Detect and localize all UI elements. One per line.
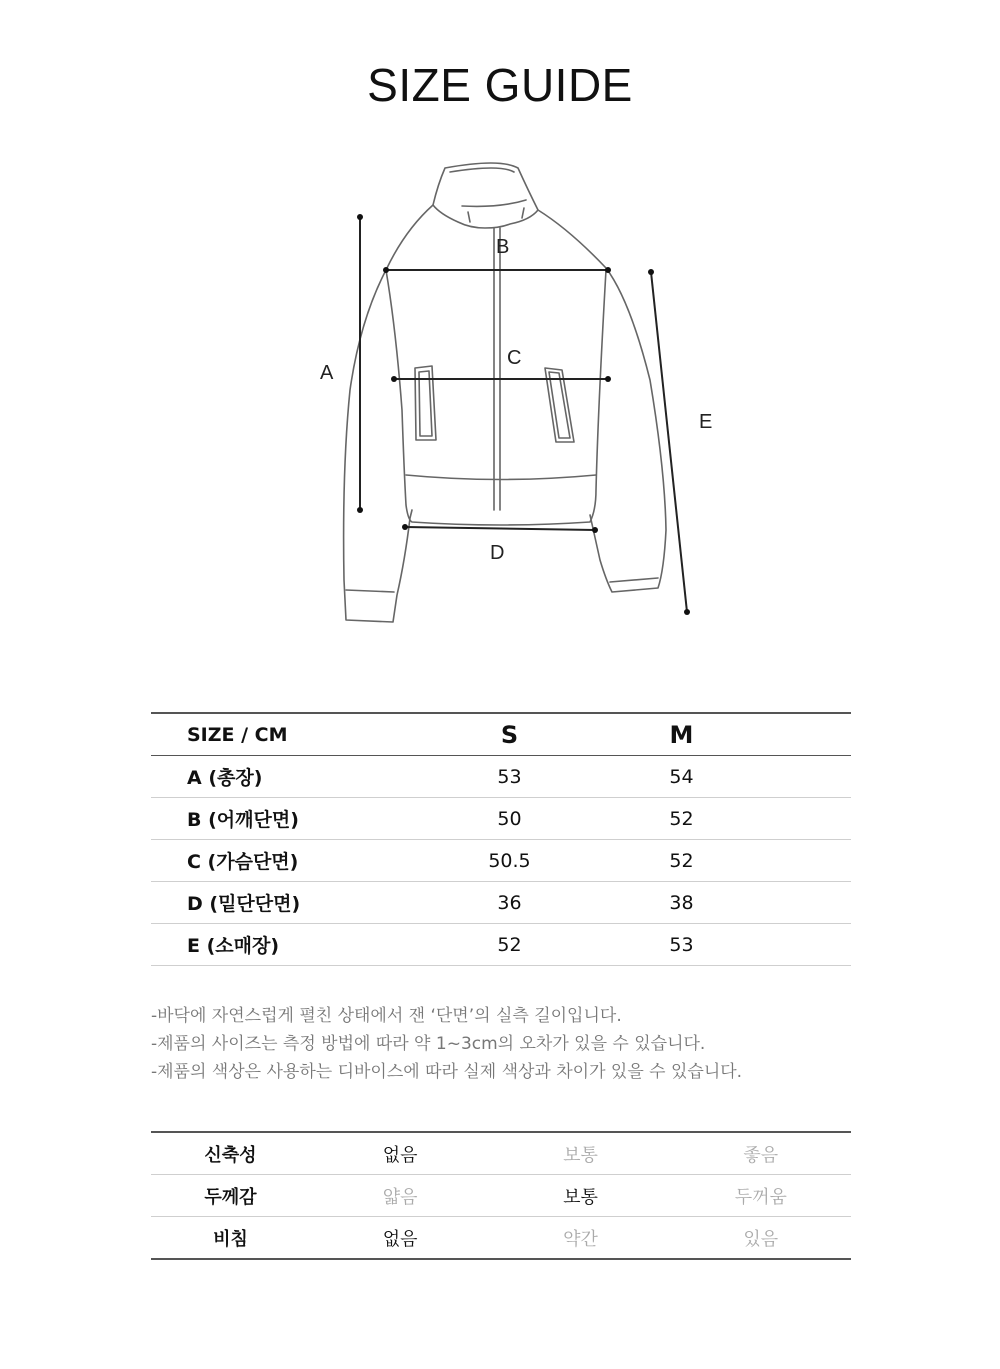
cell-s: 50.5 xyxy=(427,840,592,882)
cell-m: 52 xyxy=(592,840,851,882)
measurement-notes xyxy=(151,1002,742,1086)
table-row xyxy=(151,924,851,966)
cell-m: 52 xyxy=(592,798,851,840)
option-cell: 보통 xyxy=(490,1132,670,1175)
note-line: -바닥에 자연스럽게 펼친 상태에서 잰 ‘단면’의 실측 길이입니다. xyxy=(151,1006,622,1026)
cell-m: 38 xyxy=(592,882,851,924)
page-title: SIZE GUIDE xyxy=(367,59,633,111)
jacket-diagram xyxy=(300,150,720,640)
row-label: 신축성 xyxy=(151,1132,310,1175)
row-label: 비침 xyxy=(151,1217,310,1260)
row-label: C (가슴단면) xyxy=(151,840,427,882)
label-e: E xyxy=(699,411,713,433)
cell-m: 54 xyxy=(592,756,851,798)
cell-s: 36 xyxy=(427,882,592,924)
header-m: M xyxy=(592,713,851,756)
hoodie-jacket-illustration xyxy=(300,150,720,640)
table-row xyxy=(151,1217,851,1260)
cell-m: 53 xyxy=(592,924,851,966)
header-size-cm: SIZE / CM xyxy=(151,713,427,756)
table-row xyxy=(151,1175,851,1217)
cell-s: 52 xyxy=(427,924,592,966)
label-b: B xyxy=(496,236,510,258)
option-cell: 있음 xyxy=(671,1217,851,1260)
label-a: A xyxy=(320,362,334,384)
label-d: D xyxy=(490,542,505,564)
fabric-property-table xyxy=(151,1131,851,1260)
row-label: B (어깨단면) xyxy=(151,798,427,840)
option-cell: 얇음 xyxy=(310,1175,490,1217)
label-c: C xyxy=(507,347,522,369)
row-label: E (소매장) xyxy=(151,924,427,966)
row-label: 두께감 xyxy=(151,1175,310,1217)
cell-s: 50 xyxy=(427,798,592,840)
option-cell: 좋음 xyxy=(671,1132,851,1175)
option-cell-selected: 보통 xyxy=(490,1175,670,1217)
table-row xyxy=(151,1132,851,1175)
table-row xyxy=(151,840,851,882)
cell-s: 53 xyxy=(427,756,592,798)
table-row xyxy=(151,882,851,924)
size-table-header xyxy=(151,713,851,756)
option-cell-selected: 없음 xyxy=(310,1132,490,1175)
table-row xyxy=(151,756,851,798)
note-line: -제품의 색상은 사용하는 디바이스에 따라 실제 색상과 차이가 있을 수 있습니다. xyxy=(151,1062,743,1082)
table-row xyxy=(151,798,851,840)
size-table xyxy=(151,712,851,966)
row-label: A (총장) xyxy=(151,756,427,798)
row-label: D (밑단단면) xyxy=(151,882,427,924)
option-cell-selected: 없음 xyxy=(310,1217,490,1260)
option-cell: 약간 xyxy=(490,1217,670,1260)
option-cell: 두꺼움 xyxy=(671,1175,851,1217)
header-s: S xyxy=(427,713,592,756)
note-line: -제품의 사이즈는 측정 방법에 따라 약 1~3cm의 오차가 있을 수 있습니다. xyxy=(151,1034,706,1054)
